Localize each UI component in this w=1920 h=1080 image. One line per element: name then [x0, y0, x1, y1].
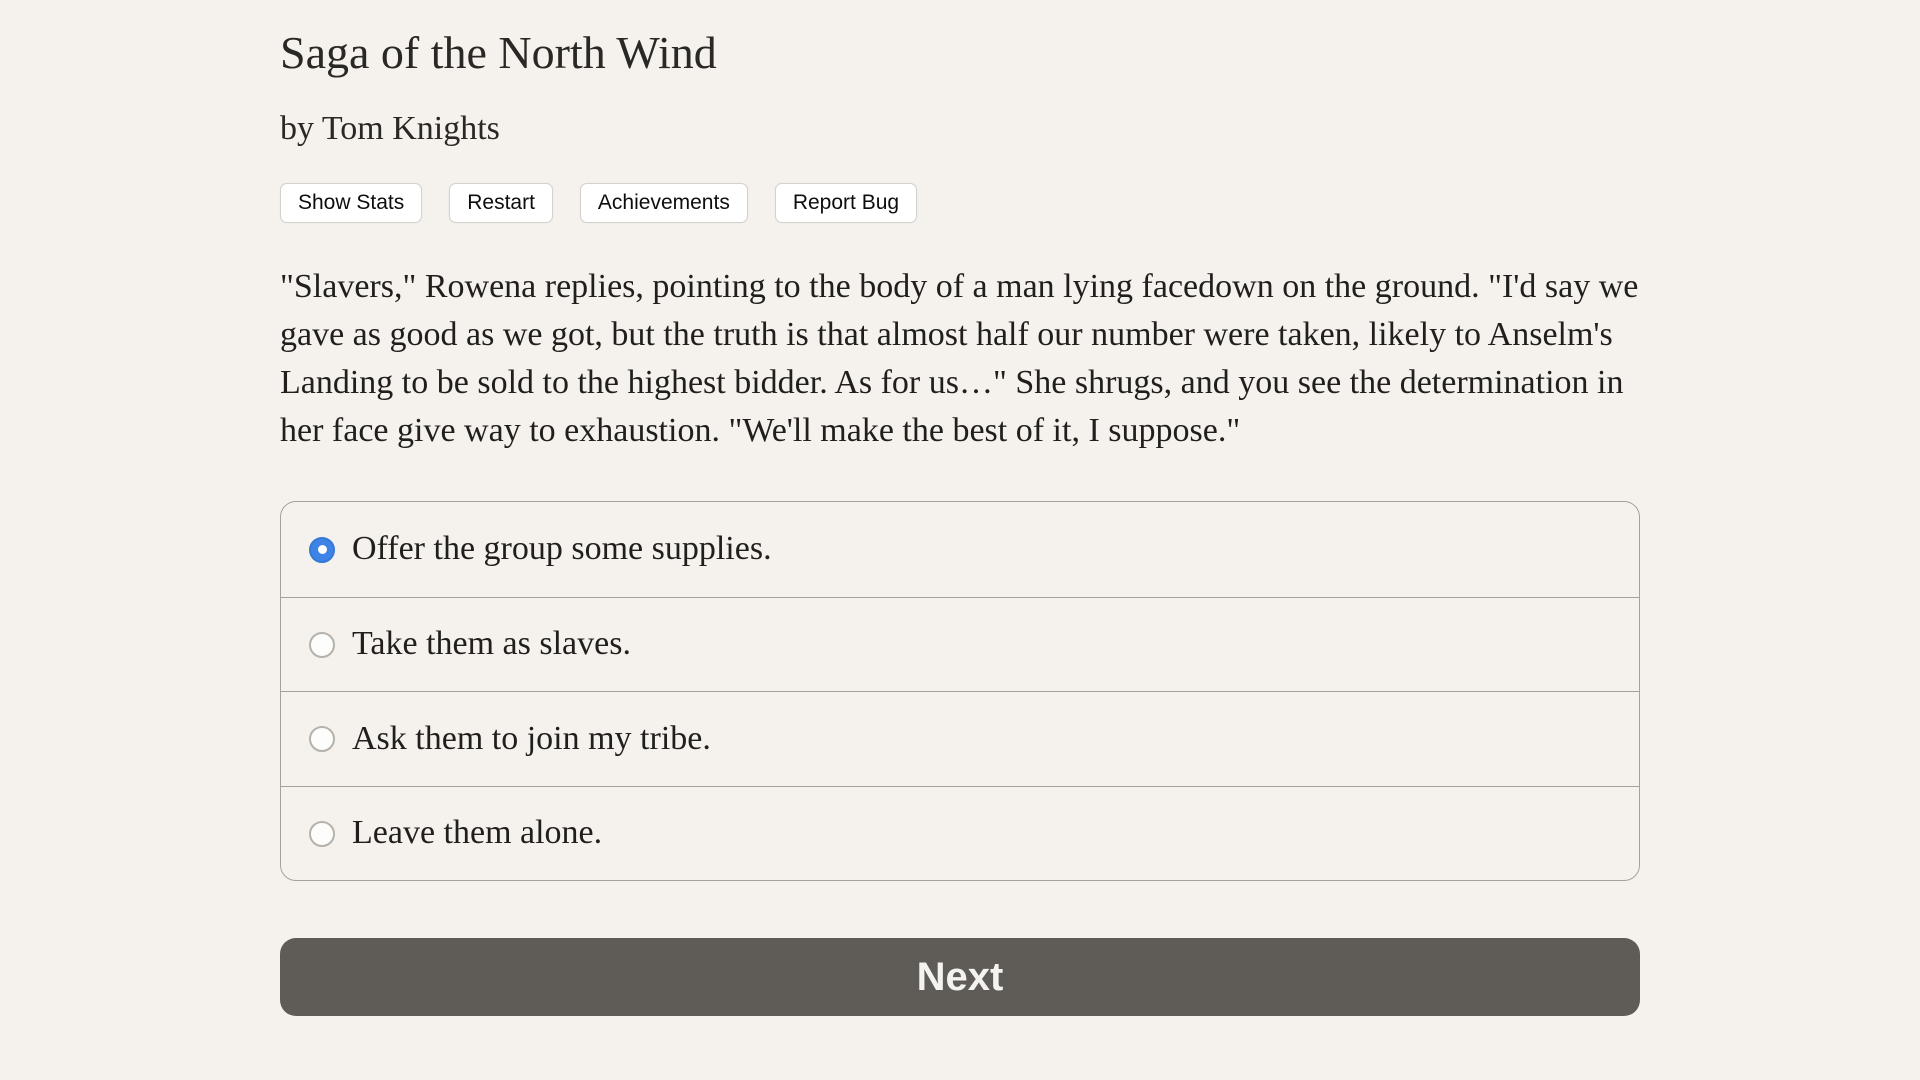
- author-byline: by Tom Knights: [280, 109, 500, 147]
- toolbar: [280, 183, 1640, 223]
- radio-button[interactable]: [309, 632, 335, 658]
- choice-option-label: Leave them alone.: [352, 814, 603, 852]
- achievements-button[interactable]: Achievements: [580, 183, 748, 223]
- radio-button[interactable]: [309, 537, 335, 563]
- choice-option-label: Offer the group some supplies.: [352, 530, 772, 568]
- choice-option-label: Ask them to join my tribe.: [352, 719, 711, 757]
- next-button[interactable]: Next: [280, 938, 1640, 1016]
- choice-option-join-tribe[interactable]: [281, 691, 1639, 786]
- report-bug-button[interactable]: Report Bug: [775, 183, 917, 223]
- radio-button[interactable]: [309, 821, 335, 847]
- story-paragraph: "Slavers," Rowena replies, pointing to the body of a man lying facedown on the ground. "I'd say we gave as good as we got, but the truth is that almost half our number were taken, likely to Anselm's Landing to be sold to the highest bidder. As for us…" She shrugs, and you see the determination in her face give way to exhaustion. "We'll make the best of it, I suppose.": [280, 268, 1639, 450]
- game-page: [280, 0, 1640, 1016]
- choice-option-slaves[interactable]: [281, 597, 1639, 692]
- choice-option-supplies[interactable]: [281, 502, 1639, 597]
- show-stats-button[interactable]: Show Stats: [280, 183, 422, 223]
- choice-option-leave-alone[interactable]: [281, 786, 1639, 881]
- restart-button[interactable]: Restart: [449, 183, 553, 223]
- game-title: Saga of the North Wind: [280, 27, 717, 78]
- choice-option-label: Take them as slaves.: [352, 625, 631, 663]
- choice-list: [280, 501, 1640, 881]
- radio-button[interactable]: [309, 726, 335, 752]
